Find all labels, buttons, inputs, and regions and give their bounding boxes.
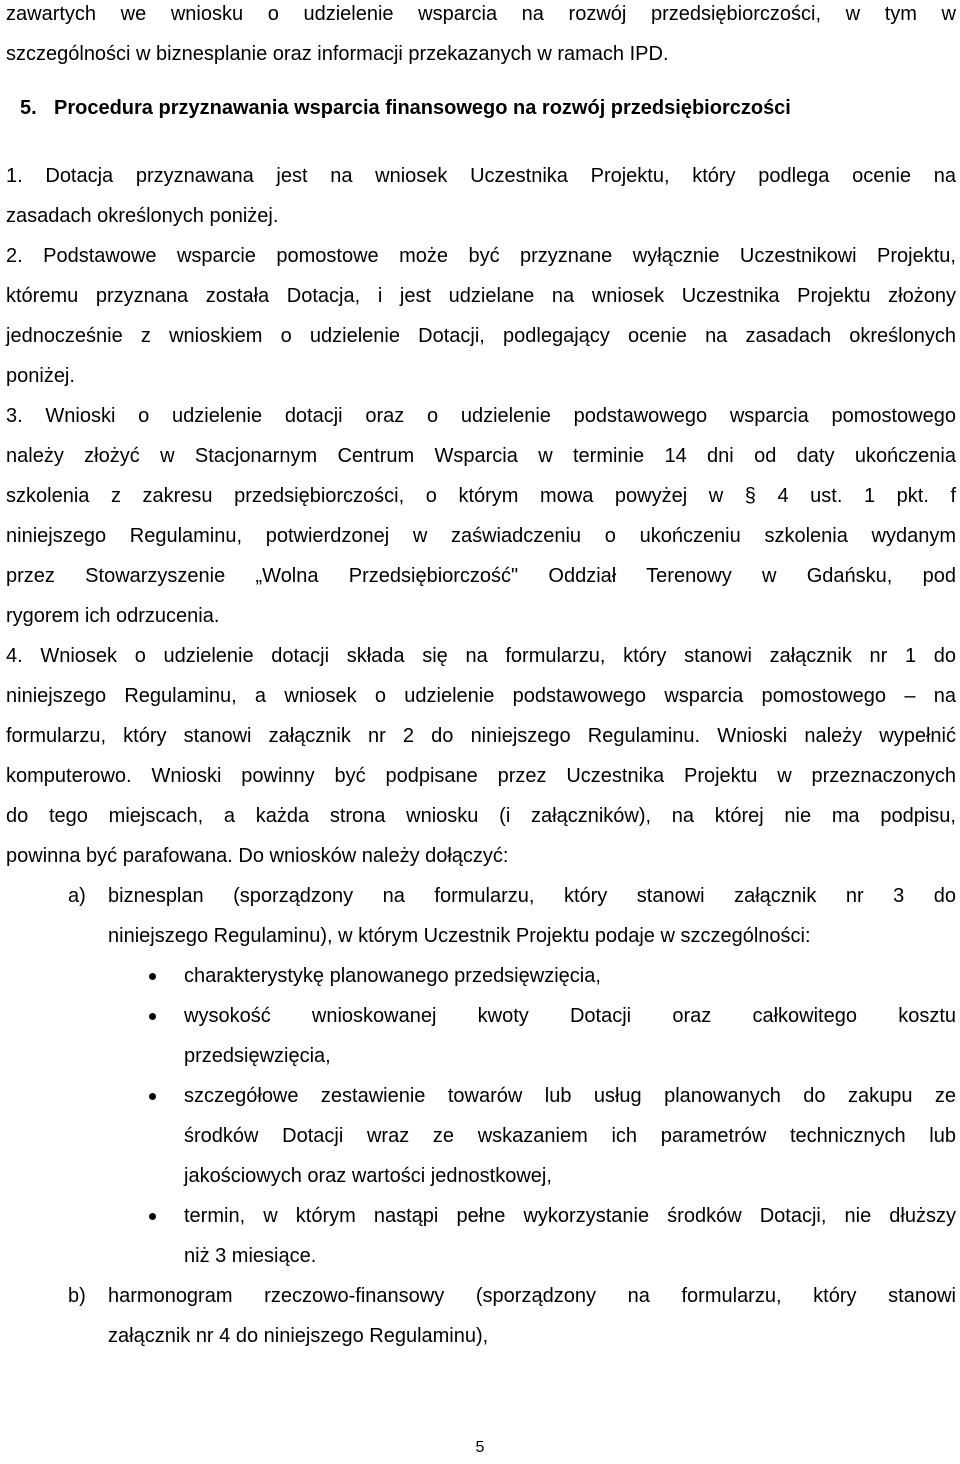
paragraph-line: formularzu, który stanowi załącznik nr 2 do niniejszego Regulaminu. Wnioski należy wypełnić (6, 725, 956, 747)
paragraph-line: 1. Dotacja przyznawana jest na wniosek Uczestnika Projektu, który podlega ocenie na (6, 165, 956, 187)
bullet-line: niż 3 miesiące. (184, 1245, 317, 1267)
bullet-line: jakościowych oraz wartości jednostkowej, (184, 1165, 552, 1187)
list-item-b (6, 1276, 956, 1356)
paragraph-line: rygorem ich odrzucenia. (6, 605, 220, 627)
document-page (6, 0, 956, 1356)
paragraph-point-4 (6, 636, 956, 876)
bullet-item (6, 1196, 956, 1276)
paragraph-line: przez Stowarzyszenie „Wolna Przedsiębiorczość" Oddział Terenowy w Gdańsku, pod (6, 565, 956, 587)
bullet-icon (149, 1213, 156, 1220)
bullet-icon (149, 973, 156, 980)
list-item-a (6, 876, 956, 956)
section-title: Procedura przyznawania wsparcia finansowego na rozwój przedsiębiorczości (54, 97, 791, 119)
list-item-line: niniejszego Regulaminu), w którym Uczestnik Projektu podaje w szczególności: (108, 925, 811, 947)
paragraph-line: 3. Wnioski o udzielenie dotacji oraz o udzielenie podstawowego wsparcia pomostowego (6, 405, 956, 427)
paragraph-line: należy złożyć w Stacjonarnym Centrum Wsparcia w terminie 14 dni od daty ukończenia (6, 445, 956, 467)
paragraph-line: niniejszego Regulaminu, potwierdzonej w zaświadczeniu o ukończeniu szkolenia wydanym (6, 525, 956, 547)
section-number: 5. (20, 97, 37, 119)
paragraph-line: jednocześnie z wnioskiem o udzielenie Dotacji, podlegający ocenie na zasadach określonych (6, 325, 956, 347)
paragraph-line: poniżej. (6, 365, 75, 387)
bullet-icon (149, 1013, 156, 1020)
section-heading (6, 88, 956, 128)
paragraph-line: 4. Wniosek o udzielenie dotacji składa się na formularzu, który stanowi załącznik nr 1 do (6, 645, 956, 667)
bullet-item (6, 1076, 956, 1196)
paragraph-line: któremu przyznana została Dotacja, i jest udzielane na wniosek Uczestnika Projektu złożony (6, 285, 956, 307)
list-item-line: załącznik nr 4 do niniejszego Regulaminu), (108, 1325, 489, 1347)
bullet-item (6, 956, 956, 996)
bullet-line: szczegółowe zestawienie towarów lub usług planowanych do zakupu ze (184, 1085, 956, 1107)
bullet-line: przedsięwzięcia, (184, 1045, 331, 1067)
intro-line: szczególności w biznesplanie oraz informacji przekazanych w ramach IPD. (6, 43, 669, 65)
list-item-line: biznesplan (sporządzony na formularzu, który stanowi załącznik nr 3 do (108, 885, 956, 907)
paragraph-line: komputerowo. Wnioski powinny być podpisane przez Uczestnika Projektu w przeznaczonych (6, 765, 956, 787)
intro-line: zawartych we wniosku o udzielenie wsparcia na rozwój przedsiębiorczości, w tym w (6, 3, 956, 25)
bullet-line: termin, w którym nastąpi pełne wykorzystanie środków Dotacji, nie dłuższy (184, 1205, 956, 1227)
paragraph-line: powinna być parafowana. Do wniosków należy dołączyć: (6, 845, 509, 867)
bullet-item (6, 996, 956, 1076)
bullet-line: środków Dotacji wraz ze wskazaniem ich parametrów technicznych lub (184, 1125, 956, 1147)
list-item-line: harmonogram rzeczowo-finansowy (sporządzony na formularzu, który stanowi (108, 1285, 956, 1307)
list-marker: a) (68, 885, 86, 907)
bullet-line: wysokość wnioskowanej kwoty Dotacji oraz całkowitego kosztu (184, 1005, 956, 1027)
bullet-line: charakterystykę planowanego przedsięwzięcia, (184, 965, 601, 987)
paragraph-line: 2. Podstawowe wsparcie pomostowe może być przyznane wyłącznie Uczestnikowi Projektu, (6, 245, 956, 267)
paragraph-line: szkolenia z zakresu przedsiębiorczości, o którym mowa powyżej w § 4 ust. 1 pkt. f (6, 485, 956, 507)
page-number: 5 (475, 1439, 485, 1456)
bullet-icon (149, 1093, 156, 1100)
paragraph-line: zasadach określonych poniżej. (6, 205, 279, 227)
paragraph-line: do tego miejscach, a każda strona wniosku (i załączników), na której nie ma podpisu, (6, 805, 956, 827)
paragraph-point-1 (6, 156, 956, 236)
paragraph-line: niniejszego Regulaminu, a wniosek o udzielenie podstawowego wsparcia pomostowego – na (6, 685, 956, 707)
paragraph-point-3 (6, 396, 956, 636)
paragraph-point-2 (6, 236, 956, 396)
list-marker: b) (68, 1285, 86, 1307)
